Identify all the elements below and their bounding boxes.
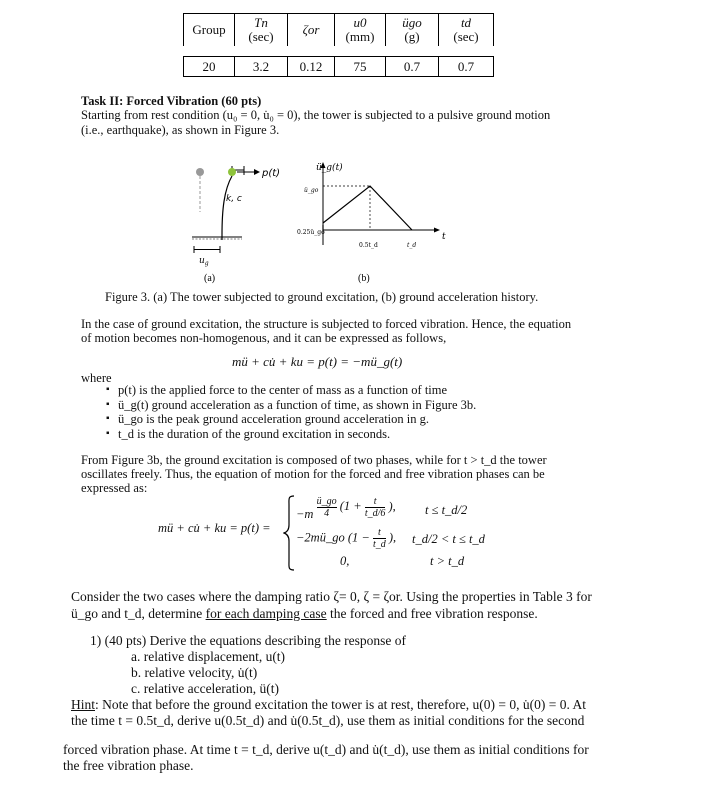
case-2-expression: −2mü_go (1 − $\frac{t}{t\_d}$ ),	[296, 527, 397, 550]
ground-acceleration-chart	[321, 162, 441, 245]
paragraph-line: ü_go and t_d, determine for each damping case the forced and free vibration response.	[71, 606, 538, 621]
header-u0: u0 (mm)	[335, 14, 386, 47]
force-arrow-icon	[254, 169, 260, 175]
ground-displacement-label: $u_g$	[199, 256, 209, 267]
acceleration-axis-label: ü_g(t)	[316, 163, 343, 173]
header-tn: Tn (sec)	[235, 14, 288, 47]
paragraph-line: In the case of ground excitation, the structure is subjected to forced vibration. Hence, the equation	[81, 317, 572, 331]
piecewise-equation-lhs: mü + cu̇ + ku = p(t) =	[158, 521, 271, 535]
case-1-condition: t ≤ t_d/2	[425, 503, 468, 517]
task-intro-line1: Starting from rest condition (u₀ = 0, u̇₀ = 0), the tower is subjected to a pulsive ground motion	[81, 108, 551, 122]
hint-line: the time t = 0.5t_d, derive u(0.5t_d) and u̇(0.5t_d), use them as initial conditions for the second	[71, 713, 585, 728]
hint-line: forced vibration phase. At time t = t_d, derive u(t_d) and u̇(t_d), use them as initial conditions for	[63, 742, 589, 757]
tower-mass	[228, 168, 236, 176]
question-1a: a. relative displacement, u(t)	[131, 649, 286, 664]
where-label: where	[81, 371, 112, 385]
paragraph-line: Consider the two cases where the damping ratio ζ= 0, ζ = ζor. Using the properties in Table 3 for	[71, 589, 592, 604]
paragraph-line: oscillates freely. Thus, the equation of motion for the forced and free vibration phases can be	[81, 467, 545, 481]
table-cell: 3.2	[235, 57, 288, 77]
task-intro-line2: (i.e., earthquake), as shown in Figure 3.	[81, 123, 280, 137]
header-ugo: ügo (g)	[386, 14, 439, 47]
table-cell: 20	[184, 57, 235, 77]
task-title: Task II: Forced Vibration (60 pts)	[81, 94, 262, 108]
undeformed-mass	[196, 168, 204, 176]
header-group: Group	[184, 14, 235, 47]
table-cell: 0.7	[386, 57, 439, 77]
table-header-row	[184, 14, 494, 47]
header-td: td (sec)	[439, 14, 494, 47]
table-cell: 75	[335, 57, 386, 77]
figure-3	[180, 150, 460, 285]
list-item: ▪ t_d is the duration of the ground excitation in seconds.	[118, 427, 476, 442]
properties-table	[183, 13, 494, 77]
stiffness-damping-label: k, c	[226, 194, 242, 204]
header-zeta: ζor	[288, 14, 335, 47]
left-brace-icon	[283, 495, 295, 571]
question-1: 1) (40 pts) Derive the equations describing the response of	[90, 633, 407, 648]
equation-of-motion: mü + cu̇ + ku = p(t) = −mü_g(t)	[232, 354, 403, 369]
x-axis-arrow-icon	[434, 228, 440, 233]
table-cell: 0.12	[288, 57, 335, 77]
quarter-peak-label: 0.25ü_go	[297, 229, 325, 236]
question-1b: b. relative velocity, u̇(t)	[131, 665, 258, 680]
table-cell: 0.7	[439, 57, 494, 77]
peak-acceleration-label: ü_go	[304, 187, 319, 194]
list-item: ▪ p(t) is the applied force to the center of mass as a function of time	[118, 383, 476, 398]
figure-a-label: (a)	[204, 273, 216, 284]
list-item: ▪ ü_g(t) ground acceleration as a function of time, as shown in Figure 3b.	[118, 398, 476, 413]
tower-diagram	[192, 166, 260, 253]
case-1-expression: −m $\frac{ü\_go}{4}$ (1 + $\frac{t}{t\_d/6}$ ),	[296, 496, 396, 522]
hint-line: the free vibration phase.	[63, 758, 194, 773]
definition-list	[118, 383, 476, 441]
question-1c: c. relative acceleration, ü(t)	[131, 681, 280, 696]
table-row	[184, 57, 494, 77]
list-item: ▪ ü_go is the peak ground acceleration ground acceleration in g.	[118, 412, 476, 427]
case-3-condition: t > t_d	[430, 554, 465, 568]
td-label: t_d	[407, 242, 417, 249]
half-td-label: 0.5t_d	[359, 242, 378, 249]
acceleration-pulse	[323, 186, 412, 230]
paragraph-line: of motion becomes non-homogenous, and it can be expressed as follows,	[81, 331, 447, 345]
time-axis-label: t	[442, 232, 446, 242]
hint-line: Hint: Note that before the ground excitation the tower is at rest, therefore, u(0) = 0, u̇(0) = 0. At	[71, 697, 586, 712]
hint-label: Hint	[71, 697, 96, 712]
figure-caption: Figure 3. (a) The tower subjected to ground excitation, (b) ground acceleration history.	[105, 290, 539, 304]
case-3-expression: 0,	[340, 554, 350, 568]
force-label: p(t)	[262, 168, 281, 179]
paragraph-line: expressed as:	[81, 481, 148, 495]
case-2-condition: t_d/2 < t ≤ t_d	[412, 532, 485, 546]
emphasis-underline: for each damping case	[205, 606, 327, 621]
figure-b-label: (b)	[358, 273, 370, 284]
paragraph-line: From Figure 3b, the ground excitation is composed of two phases, while for t > t_d the tower	[81, 453, 547, 467]
